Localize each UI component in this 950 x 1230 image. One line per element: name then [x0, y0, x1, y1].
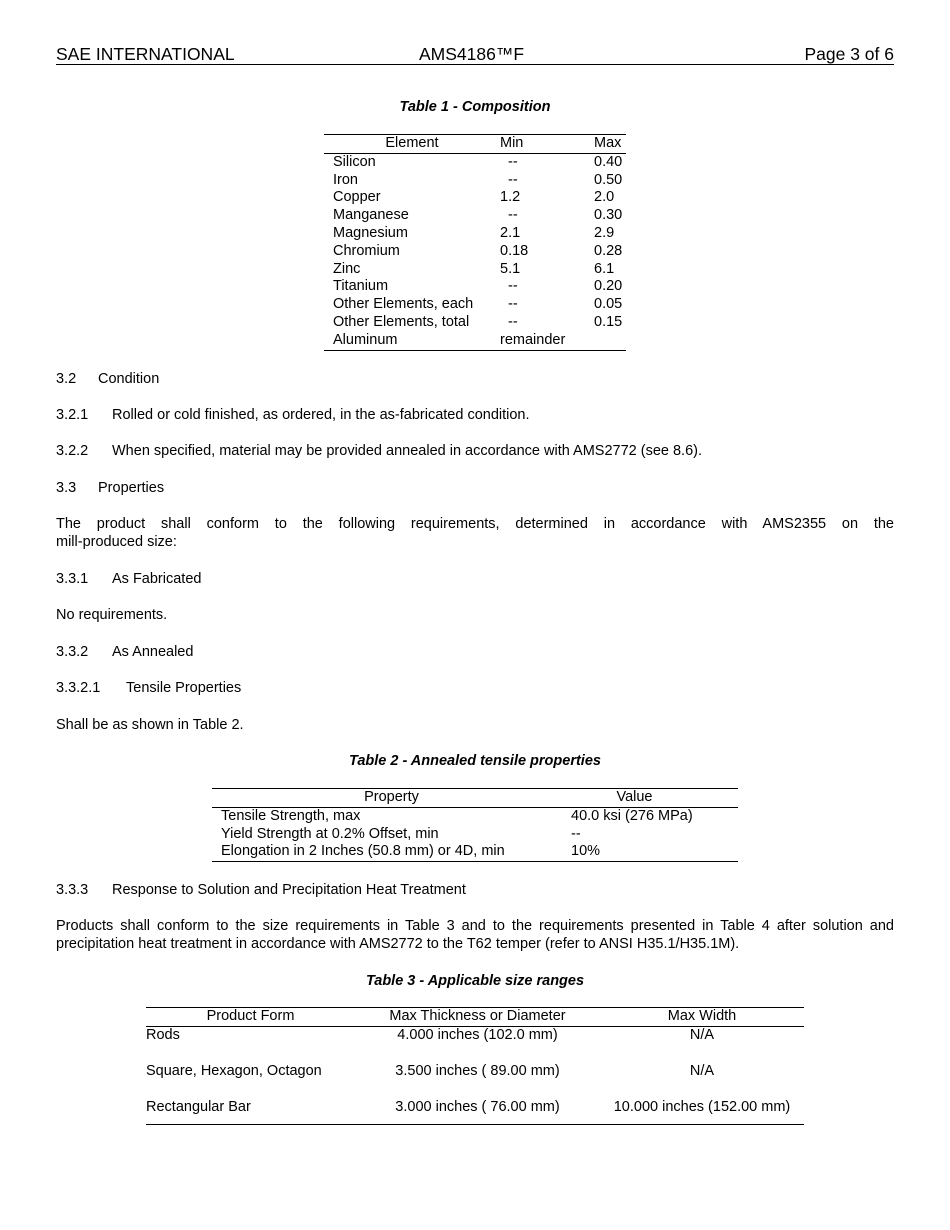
table-cell: N/A	[689, 1026, 715, 1043]
section-number: 3.2	[56, 371, 77, 387]
table-cell: Rods	[146, 1026, 180, 1043]
table-row	[324, 278, 626, 296]
section-heading-3-3-2	[56, 643, 193, 661]
table-row	[324, 314, 626, 332]
table-cell: 0.50	[594, 171, 623, 188]
table-cell: --	[508, 278, 518, 295]
table-row	[146, 1026, 804, 1063]
table-row	[324, 207, 626, 225]
table-cell: --	[508, 296, 518, 313]
table3-caption: Table 3 - Applicable size ranges	[365, 973, 585, 989]
table-cell: 0.05	[594, 296, 623, 313]
table-row	[324, 332, 626, 350]
table-cell: --	[508, 171, 518, 188]
table2-caption: Table 2 - Annealed tensile properties	[349, 753, 601, 769]
paragraph-3-3-1: No requirements.	[56, 607, 168, 623]
section-number: 3.2.1	[56, 407, 89, 423]
table-row	[324, 296, 626, 314]
table-cell: 3.000 inches ( 76.00 mm)	[395, 1098, 560, 1115]
table-cell: Other Elements, each	[333, 296, 474, 313]
table-cell: 0.20	[594, 278, 623, 295]
paragraph-3-3-line1: The product shall conform to the following requirements, determined in accordance with AMS2355 on the	[56, 516, 894, 532]
table-row	[324, 261, 626, 279]
table-cell: 0.18	[500, 242, 529, 259]
header-organization: SAE INTERNATIONAL	[56, 44, 235, 64]
section-title: Condition	[98, 371, 160, 387]
paragraph-3-2-1	[56, 406, 530, 424]
table-cell: 3.500 inches ( 89.00 mm)	[395, 1062, 560, 1079]
table-row	[212, 826, 738, 844]
table-cell: 0.28	[594, 242, 623, 259]
paragraph-3-3-3-line2: precipitation heat treatment in accordance with AMS2772 to the T62 temper (refer to ANSI H35.1/H35.1M).	[56, 936, 740, 952]
header-document-number: AMS4186™F	[419, 44, 525, 64]
table-cell: 0.40	[594, 153, 623, 170]
header-page-number: Page 3 of 6	[804, 44, 894, 64]
size-ranges-table	[146, 1007, 804, 1125]
table-cell: Yield Strength at 0.2% Offset, min	[221, 825, 439, 842]
paragraph-3-3-line2: mill-produced size:	[56, 534, 177, 550]
section-number: 3.3.1	[56, 571, 89, 587]
table-row	[212, 843, 738, 861]
table-cell: Square, Hexagon, Octagon	[146, 1062, 322, 1079]
column-header: Min	[500, 135, 594, 154]
section-heading-3-3-2-1	[56, 679, 241, 697]
table-cell	[594, 332, 626, 350]
table-cell: 4.000 inches (102.0 mm)	[397, 1026, 558, 1043]
table-cell: 2.1	[500, 224, 521, 241]
table-header-row	[212, 789, 738, 808]
table-cell: remainder	[500, 331, 566, 348]
section-heading-3-3	[56, 479, 164, 497]
paragraph-3-2-2	[56, 442, 702, 460]
table-cell: 0.30	[594, 207, 623, 224]
section-number: 3.3.2.1	[56, 680, 101, 696]
column-header: Value	[571, 789, 738, 808]
table-cell: Other Elements, total	[333, 313, 470, 330]
table-cell: --	[508, 153, 518, 170]
table-cell: Iron	[333, 171, 358, 188]
table-cell: Rectangular Bar	[146, 1098, 251, 1115]
table-cell: --	[508, 207, 518, 224]
column-header: Max	[594, 135, 626, 154]
table-row	[146, 1099, 804, 1125]
paragraph-text: Rolled or cold finished, as ordered, in the as-fabricated condition.	[112, 407, 530, 423]
table-cell: Magnesium	[333, 224, 408, 241]
paragraph-3-3-2-1: Shall be as shown in Table 2.	[56, 717, 244, 733]
table-cell: N/A	[689, 1062, 715, 1079]
table-cell: 40.0 ksi (276 MPa)	[571, 807, 693, 824]
column-header: Max Width	[600, 1008, 804, 1027]
table-row	[324, 189, 626, 207]
section-title: Tensile Properties	[126, 680, 242, 696]
section-heading-3-3-1	[56, 570, 201, 588]
table-cell: Zinc	[333, 260, 361, 277]
table-cell: Tensile Strength, max	[221, 807, 361, 824]
table-cell: Chromium	[333, 242, 400, 259]
table-cell: Copper	[333, 189, 381, 206]
table-cell: 2.9	[594, 224, 615, 241]
table-cell: 2.0	[594, 189, 615, 206]
table-cell: 1.2	[500, 189, 521, 206]
table-row	[324, 243, 626, 261]
section-number: 3.3	[56, 480, 77, 496]
table-row	[146, 1063, 804, 1099]
table-header-row	[146, 1008, 804, 1027]
table-cell: --	[571, 825, 581, 842]
table-cell: 10.000 inches (152.00 mm)	[613, 1098, 791, 1115]
table-row	[212, 807, 738, 825]
table-header-row	[324, 135, 626, 154]
column-header: Max Thickness or Diameter	[355, 1008, 600, 1027]
tensile-properties-table	[212, 788, 738, 862]
table-cell: Manganese	[333, 207, 409, 224]
table-cell: Silicon	[333, 153, 376, 170]
page-header	[56, 44, 894, 65]
paragraph-3-3-3-line1: Products shall conform to the size requirements in Table 3 and to the requirements presented in Table 4 after solution and	[56, 918, 894, 934]
section-number: 3.3.2	[56, 644, 89, 660]
section-title: As Annealed	[112, 644, 194, 660]
section-number: 3.3.3	[56, 882, 89, 898]
table-cell: Elongation in 2 Inches (50.8 mm) or 4D, min	[221, 843, 505, 860]
section-title: Response to Solution and Precipitation Heat Treatment	[112, 882, 466, 898]
section-heading-3-3-3	[56, 881, 466, 899]
section-number: 3.2.2	[56, 443, 89, 459]
table-row	[324, 225, 626, 243]
table-row	[324, 172, 626, 190]
column-header: Element	[324, 135, 500, 154]
section-title: Properties	[98, 480, 165, 496]
table-cell: 5.1	[500, 260, 521, 277]
section-title: As Fabricated	[112, 571, 202, 587]
composition-table	[324, 134, 626, 351]
column-header: Product Form	[146, 1008, 355, 1027]
column-header: Property	[212, 789, 571, 808]
table-row	[324, 153, 626, 171]
table-cell: 10%	[571, 843, 601, 860]
table-cell: 6.1	[594, 260, 615, 277]
paragraph-text: When specified, material may be provided annealed in accordance with AMS2772 (see 8.6).	[112, 443, 702, 459]
table-cell: Aluminum	[333, 331, 398, 348]
table1-caption: Table 1 - Composition	[399, 99, 551, 115]
table-cell: Titanium	[333, 278, 389, 295]
table-cell: 0.15	[594, 313, 623, 330]
section-heading-3-2	[56, 370, 159, 388]
table-cell: --	[508, 313, 518, 330]
